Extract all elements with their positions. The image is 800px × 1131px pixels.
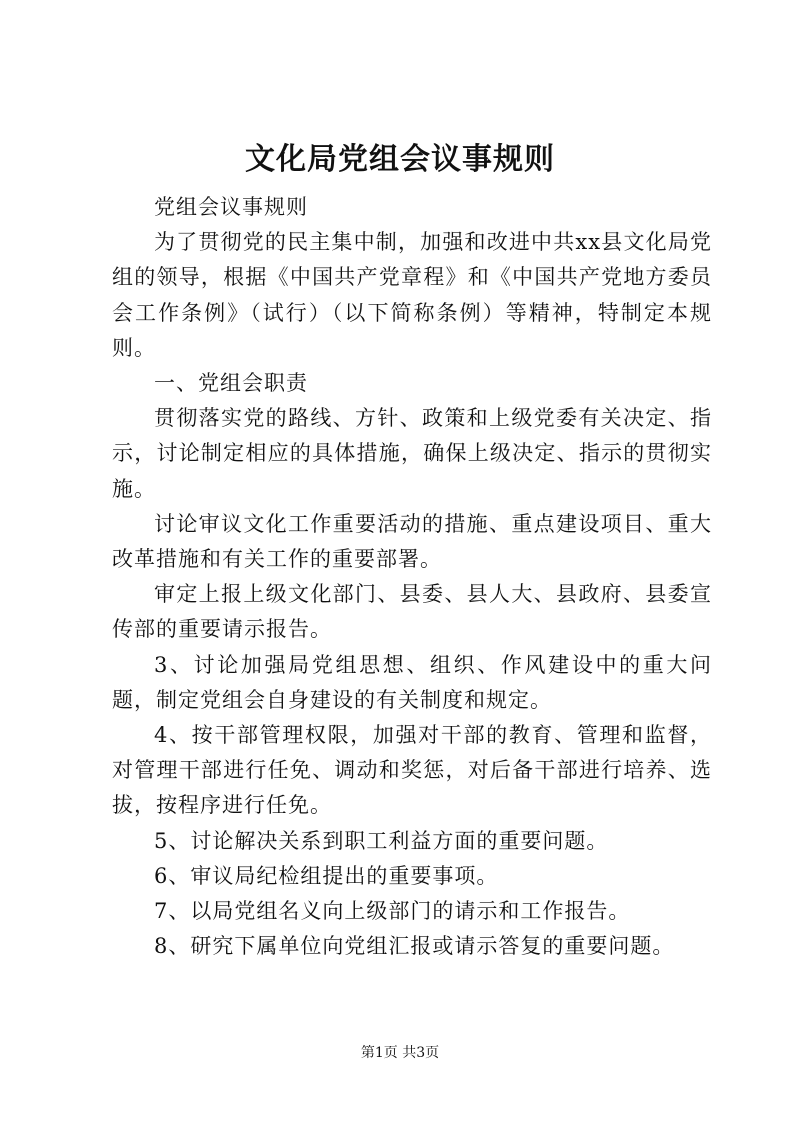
- document-title: 文化局党组会议事规则: [245, 142, 555, 177]
- list-item: 7、以局党组名义向上级部门的请示和工作报告。: [154, 899, 631, 924]
- paragraph: 审定上报上级文化部门、县委、县人大、县政府、县委宣传部的重要请示报告。: [112, 582, 712, 642]
- list-item: 8、研究下属单位向党组汇报或请示答复的重要问题。: [154, 934, 675, 959]
- list-item: 5、讨论解决关系到职工利益方面的重要问题。: [154, 828, 609, 853]
- paragraph: 讨论审议文化工作重要活动的措施、重点建设项目、重大改革措施和有关工作的重要部署。: [112, 511, 712, 572]
- section-heading: 一、党组会职责: [154, 371, 308, 396]
- paragraph-intro: 为了贯彻党的民主集中制，加强和改进中共xx县文化局党组的领导，根据《中国共产党章程》和《中国共产党地方委员会工作条例》（试行）（以下简称条例）等精神，特制定本规则。: [112, 230, 712, 360]
- list-item: 4、按干部管理权限，加强对干部的教育、管理和监督，对管理干部进行任免、调动和奖惩，对后备干部进行培养、选拔，按程序进行任免。: [112, 723, 712, 818]
- list-item: 3、讨论加强局党组思想、组织、作风建设中的重大问题，制定党组会自身建设的有关制度和规定。: [112, 652, 712, 712]
- paragraph-heading: 党组会议事规则: [154, 195, 308, 219]
- list-item: 6、审议局纪检组提出的重要事项。: [154, 863, 499, 888]
- paragraph: 贯彻落实党的路线、方针、政策和上级党委有关决定、指示，讨论制定相应的具体措施，确保上级决定、指示的贯彻实施。: [112, 406, 712, 501]
- page-footer: 第1页 共3页: [360, 1045, 440, 1061]
- document-body: [112, 190, 712, 964]
